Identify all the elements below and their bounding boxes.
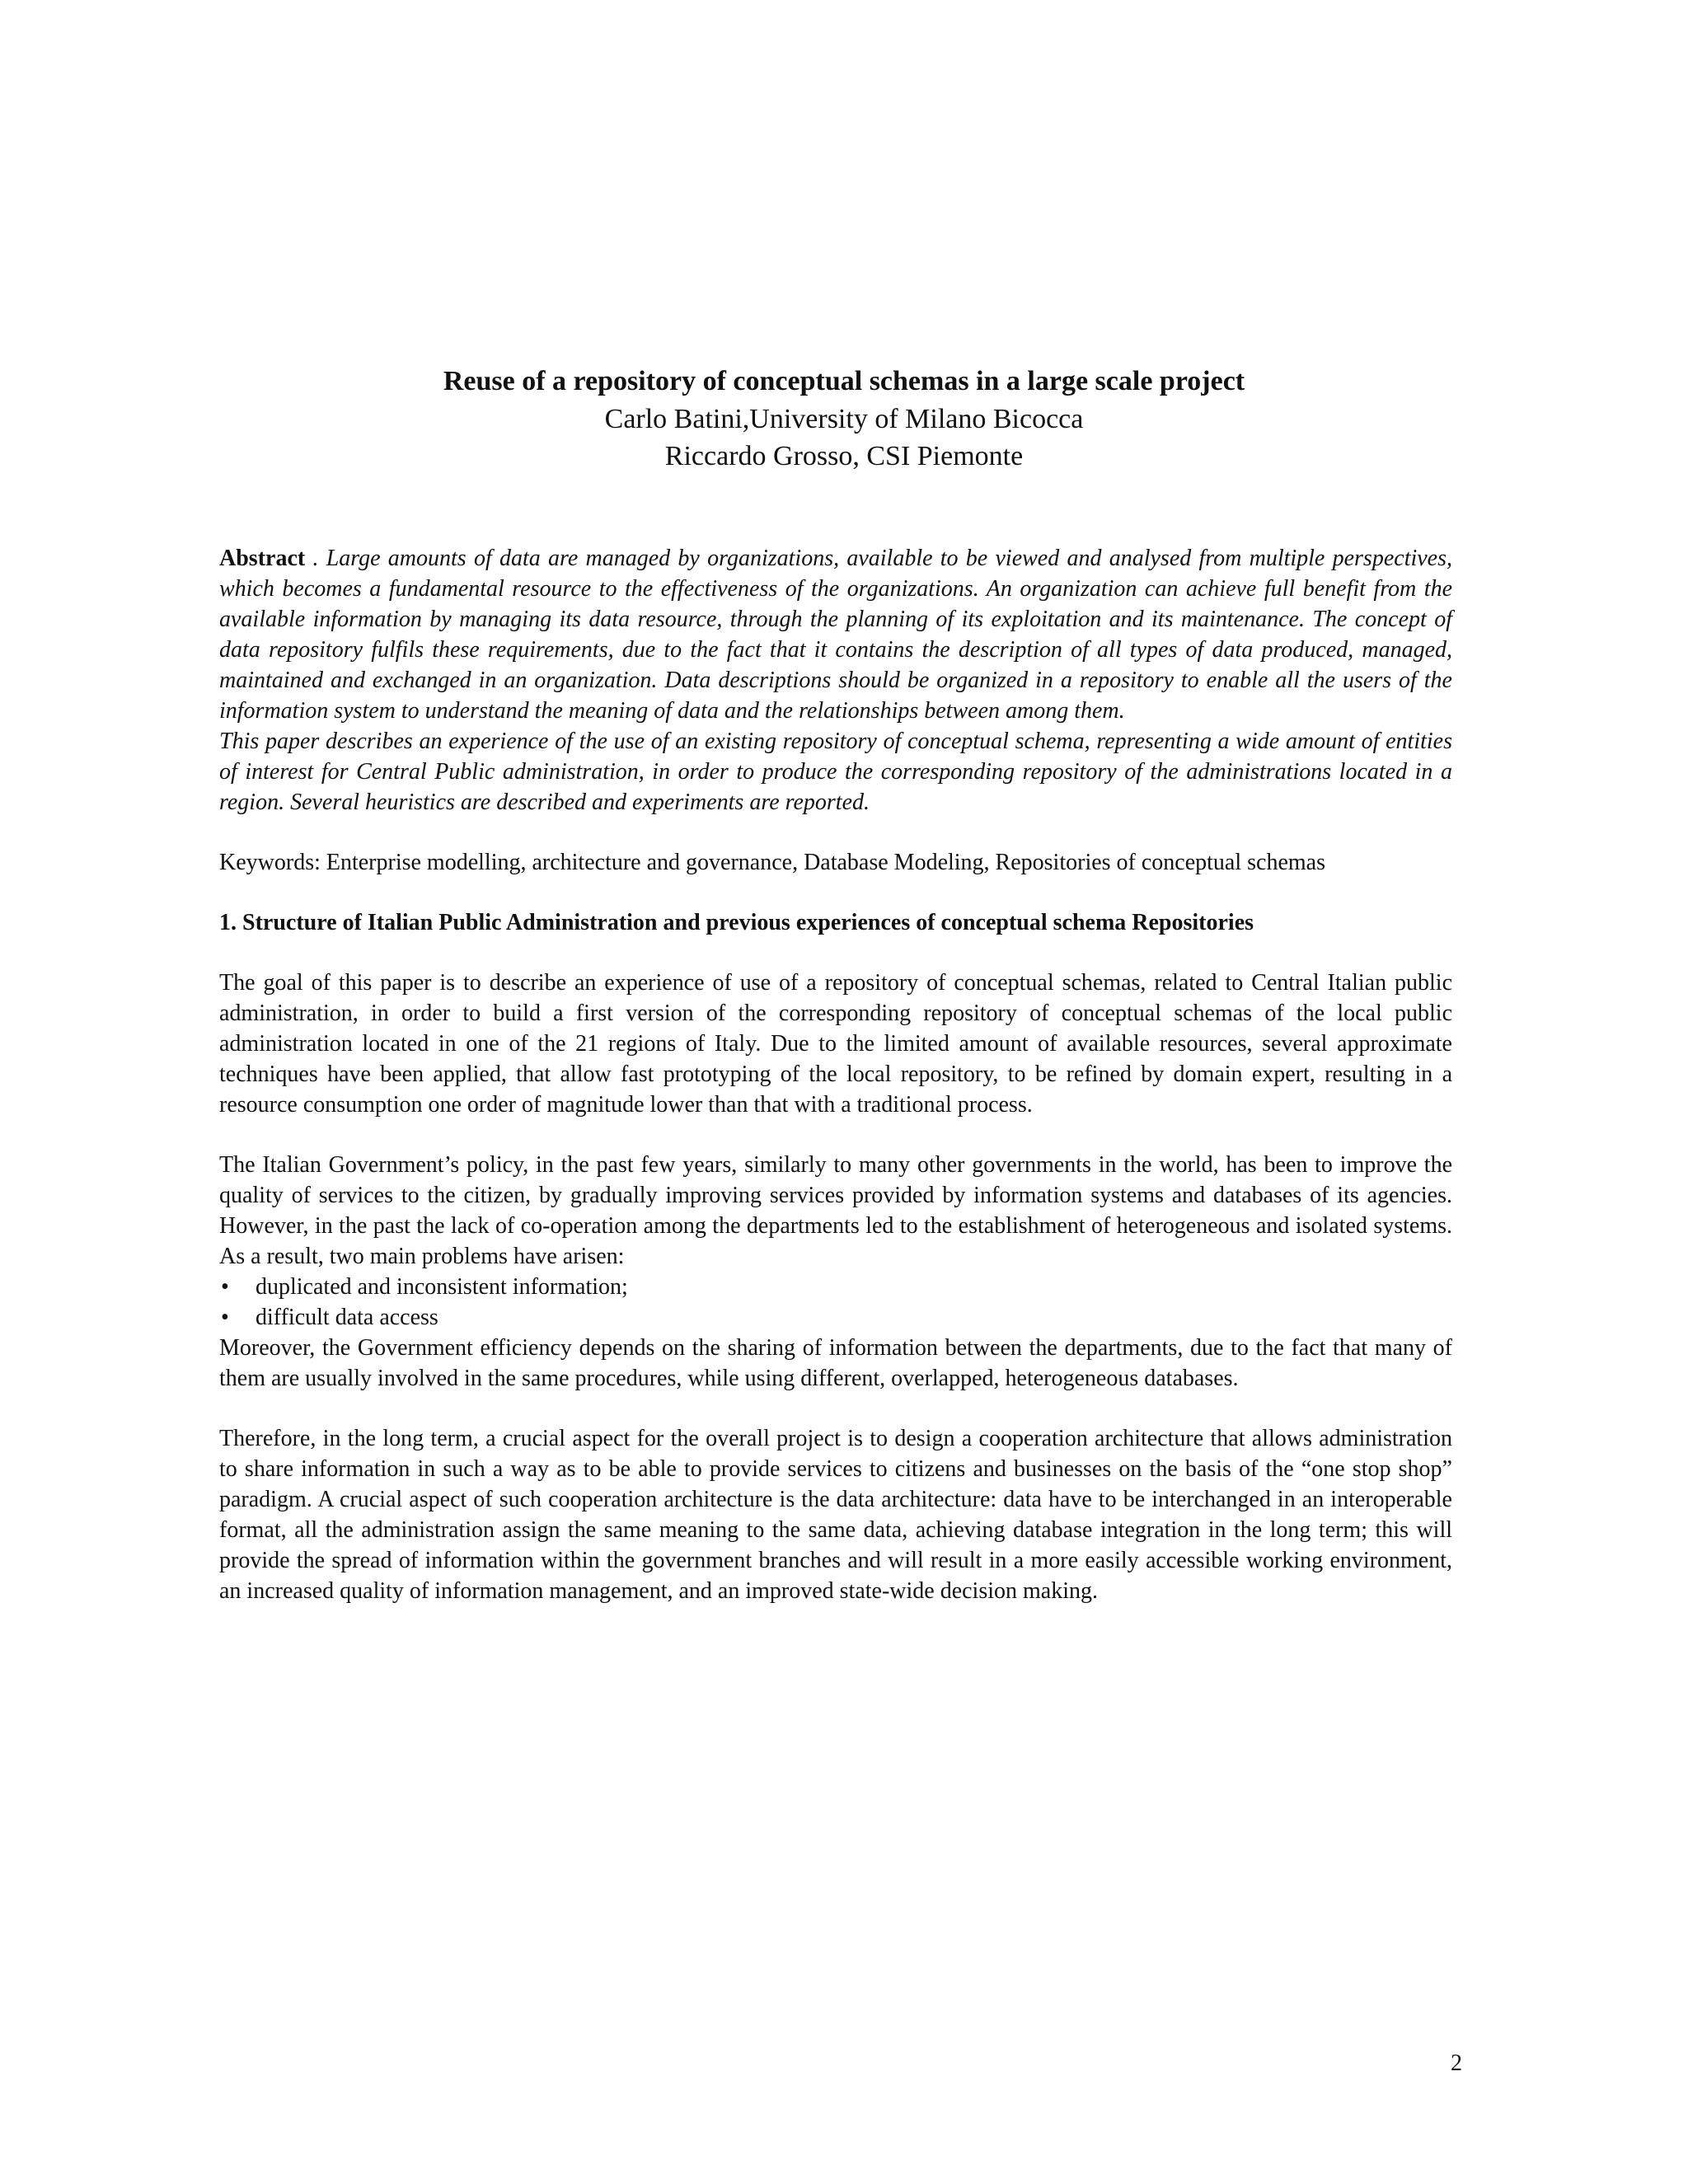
paper-title: Reuse of a repository of conceptual schemas in a large scale project [443,366,1245,396]
section-1-paragraph-3: Moreover, the Government efficiency depends on the sharing of information between the departments, due to the fact that many of them are usually involved in the same procedures, while using different, overlapped, heterogeneous databases. [219,1335,1452,1391]
bullet-icon: • [221,1305,229,1330]
list-item [219,1302,1452,1333]
keywords: Keywords: Enterprise modelling, architecture and governance, Database Modeling, Repositories of conceptual schemas [219,850,1325,875]
list-item-text: difficult data access [256,1305,438,1330]
abstract-paragraph-1 [219,543,1452,726]
list-item [219,1272,1452,1302]
list-item-text: duplicated and inconsistent information; [256,1274,628,1300]
author-line-2: Riccardo Grosso, CSI Piemonte [664,441,1024,471]
abstract-label: Abstract [219,546,306,571]
problem-list [219,1272,1452,1333]
paper-header [0,363,1688,475]
section-1-paragraph-2: The Italian Government’s policy, in the past few years, similarly to many other governments in the world, has been to improve the quality of services to the citizen, by gradually improving services provided by information systems and databases of its agencies. However, in the past the lack of co-operation among the departments led to the establishment of heterogeneous and isolated systems. As a result, two main problems have arisen: [219,1152,1452,1269]
author-line-1: Carlo Batini,University of Milano Bicocca [604,404,1084,434]
section-1-paragraph-4: Therefore, in the long term, a crucial aspect for the overall project is to design a cooperation architecture that allows administration to share information in such a way as to be able to provide services to citizens and businesses on the basis of the “one stop shop” paradigm. A crucial aspect of such cooperation architecture is the data architecture: data have to be interchanged in an interoperable format, all the administration assign the same meaning to the same data, achieving database integration in the long term; this will provide the spread of information within the government branches and will result in a more easily accessible working environment, an increased quality of information management, and an improved state-wide decision making. [219,1426,1452,1604]
bullet-icon: • [221,1274,229,1300]
page-number: 2 [1451,2050,1462,2076]
section-1-heading: 1. Structure of Italian Public Administration and previous experiences of conceptual schema Repositories [219,910,1254,935]
abstract-paragraph-2: This paper describes an experience of the use of an existing repository of conceptual schema, representing a wide amount of entities of interest for Central Public administration, in order to produce the corresponding repository of the administrations located in a region. Several heuristics are described and experiments are reported. [219,729,1452,815]
abstract-text-1: . Large amounts of data are managed by organizations, available to be viewed and analysed from multiple perspectives, which becomes a fundamental resource to the effectiveness of the organizations. An organization can achieve full benefit from the available information by managing its data resource, through the planning of its exploitation and its maintenance. The concept of data repository fulfils these requirements, due to the fact that it contains the description of all types of data produced, managed, maintained and exchanged in an organization. Data descriptions should be organized in a repository to enable all the users of the information system to understand the meaning of data and the relationships between among them. [219,546,1452,724]
paper-body [219,543,1452,1606]
section-1-paragraph-1: The goal of this paper is to describe an experience of use of a repository of conceptual schemas, related to Central Italian public administration, in order to build a first version of the corresponding repository of conceptual schemas of the local public administration located in one of the 21 regions of Italy. Due to the limited amount of available resources, several approximate techniques have been applied, that allow fast prototyping of the local repository, to be refined by domain expert, resulting in a resource consumption one order of magnitude lower than that with a traditional process. [219,970,1452,1118]
